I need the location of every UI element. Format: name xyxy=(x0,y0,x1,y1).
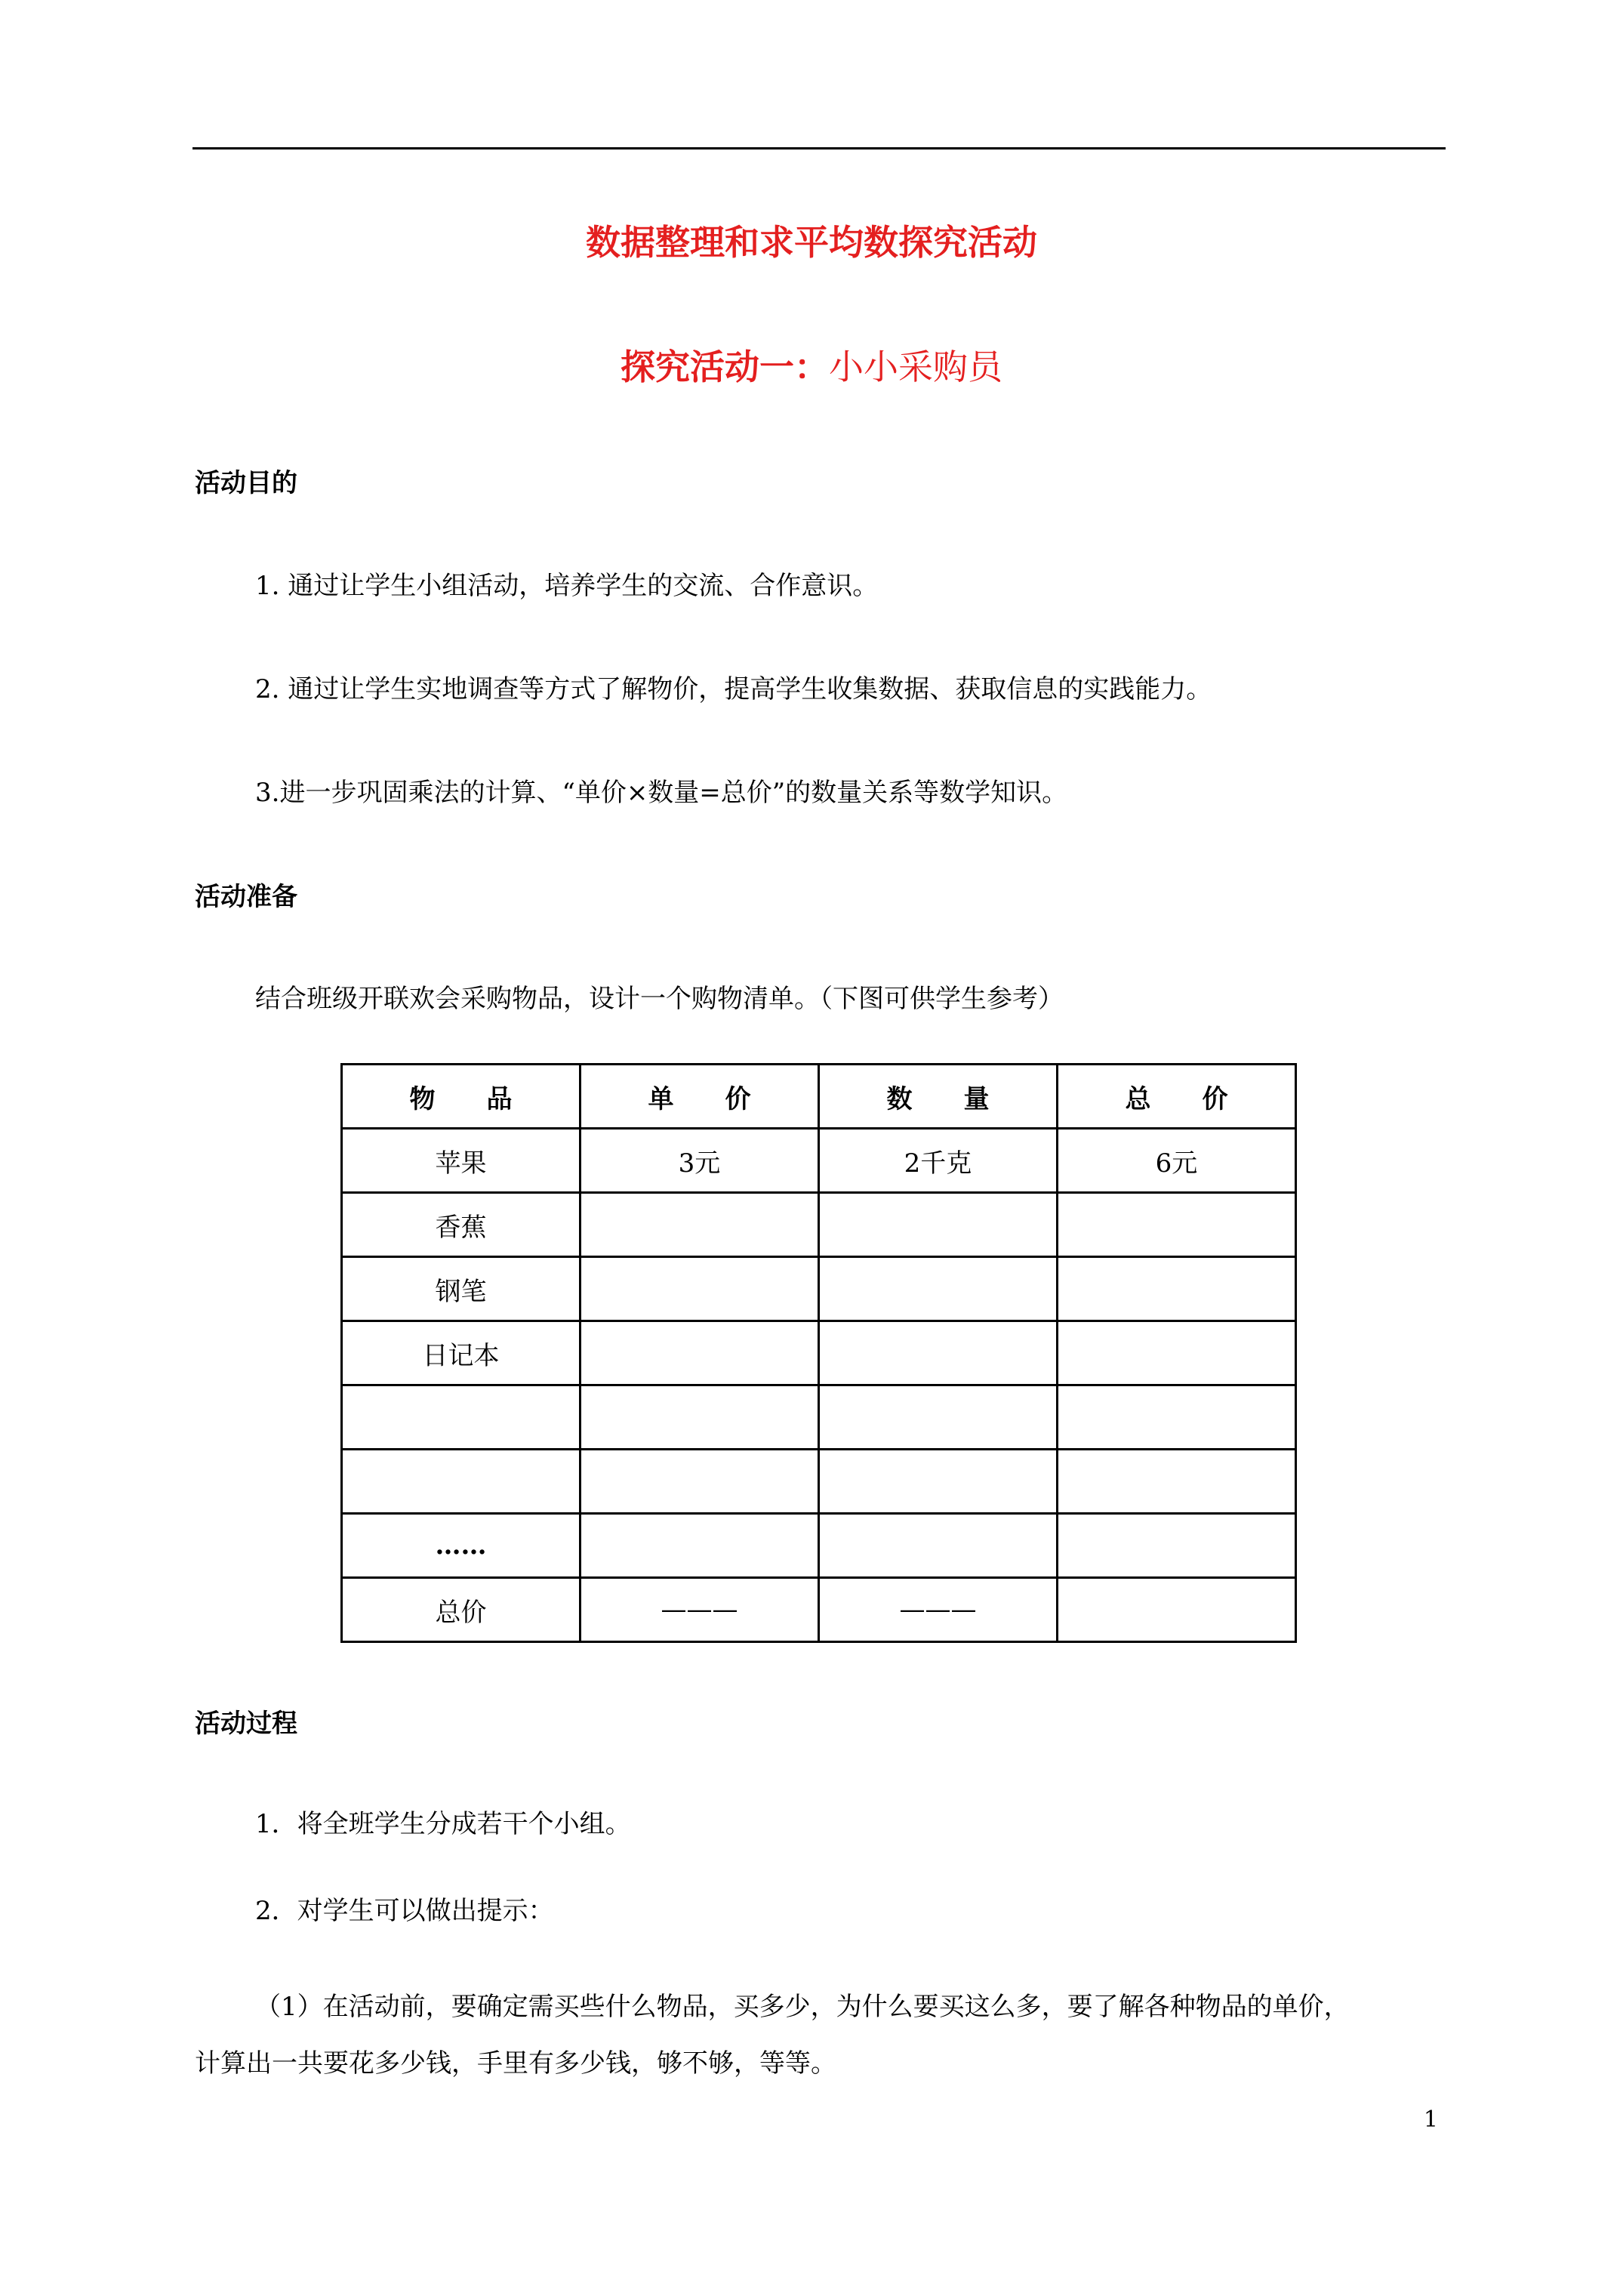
table-cell: 3元 xyxy=(581,1129,819,1193)
table-cell xyxy=(819,1321,1058,1385)
page-title: 数据整理和求平均数探究活动 xyxy=(586,222,1037,263)
table-cell xyxy=(819,1450,1058,1514)
table-cell: ——— xyxy=(581,1578,819,1642)
table-cell xyxy=(1058,1385,1296,1450)
process-paragraph-line-1: （1）在活动前，要确定需买些什么物品，买多少，为什么要买这么多，要了解各种物品的单价， xyxy=(255,1992,1350,2022)
header-rule xyxy=(192,147,1446,149)
purpose-item-1: 1. 通过让学生小组活动，培养学生的交流、合作意识。 xyxy=(255,571,879,601)
table-cell: 钢笔 xyxy=(342,1257,581,1321)
table-row xyxy=(342,1385,1296,1450)
table-cell: ——— xyxy=(819,1578,1058,1642)
table-cell xyxy=(581,1450,819,1514)
table-cell xyxy=(819,1257,1058,1321)
process-item-2: 2．对学生可以做出提示： xyxy=(255,1896,554,1926)
table-cell xyxy=(1058,1514,1296,1578)
table-cell: 香蕉 xyxy=(342,1193,581,1257)
table-cell xyxy=(1058,1193,1296,1257)
purpose-item-3: 3.进一步巩固乘法的计算、“单价×数量=总价”的数量关系等数学知识。 xyxy=(255,778,1068,808)
table-cell xyxy=(1058,1450,1296,1514)
table-cell xyxy=(1058,1257,1296,1321)
heading-preparation: 活动准备 xyxy=(195,882,297,912)
table-cell xyxy=(342,1450,581,1514)
table-cell xyxy=(581,1193,819,1257)
header-item: 物 品 xyxy=(342,1065,581,1129)
table-cell: 总价 xyxy=(342,1578,581,1642)
table-row xyxy=(342,1450,1296,1514)
table-row xyxy=(342,1193,1296,1257)
activity-subtitle xyxy=(0,340,1623,390)
heading-process: 活动过程 xyxy=(195,1709,297,1739)
table-row xyxy=(342,1514,1296,1578)
table-row xyxy=(342,1257,1296,1321)
process-item-1: 1．将全班学生分成若干个小组。 xyxy=(255,1809,631,1839)
table-cell: 6元 xyxy=(1058,1129,1296,1193)
shopping-list-table xyxy=(340,1063,1297,1643)
table-cell xyxy=(819,1385,1058,1450)
heading-purpose: 活动目的 xyxy=(195,468,297,498)
table-cell: …… xyxy=(342,1514,581,1578)
table-row xyxy=(342,1129,1296,1193)
subtitle-bold: 探究活动一： xyxy=(621,347,829,387)
header-total-price: 总 价 xyxy=(1058,1065,1296,1129)
table-row xyxy=(342,1578,1296,1642)
preparation-text: 结合班级开联欢会采购物品，设计一个购物清单。（下图可供学生参考） xyxy=(255,984,1064,1014)
table-cell: 苹果 xyxy=(342,1129,581,1193)
table-cell xyxy=(1058,1578,1296,1642)
process-paragraph-line-2: 计算出一共要花多少钱，手里有多少钱，够不够，等等。 xyxy=(195,2048,836,2079)
table-header-row xyxy=(342,1065,1296,1129)
header-quantity: 数 量 xyxy=(819,1065,1058,1129)
page-number: 1 xyxy=(1423,2106,1438,2133)
header-unit-price: 单 价 xyxy=(581,1065,819,1129)
subtitle-plain: 小小采购员 xyxy=(829,347,1002,387)
table-cell xyxy=(581,1514,819,1578)
table-cell xyxy=(342,1385,581,1450)
table-cell xyxy=(819,1193,1058,1257)
table-cell xyxy=(1058,1321,1296,1385)
table-row xyxy=(342,1321,1296,1385)
table-cell: 2千克 xyxy=(819,1129,1058,1193)
table-cell: 日记本 xyxy=(342,1321,581,1385)
table-cell xyxy=(581,1321,819,1385)
table-cell xyxy=(581,1257,819,1321)
table-cell xyxy=(581,1385,819,1450)
table-cell xyxy=(819,1514,1058,1578)
purpose-item-2: 2. 通过让学生实地调查等方式了解物价，提高学生收集数据、获取信息的实践能力。 xyxy=(255,674,1212,704)
